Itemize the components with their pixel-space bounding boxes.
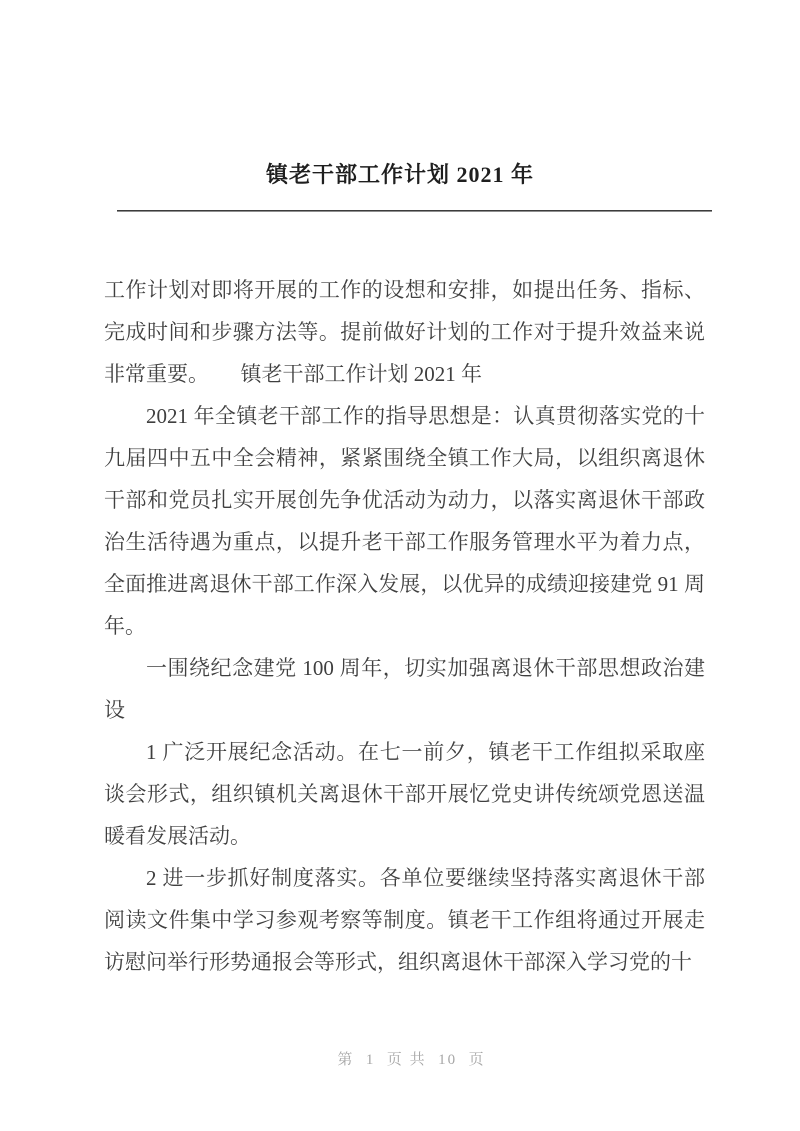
paragraph-section-heading: 一围绕纪念建党 100 周年，切实加强离退休干部思想政治建设 (104, 656, 705, 722)
document-body (104, 269, 705, 983)
paragraph-item-1: 1 广泛开展纪念活动。在七一前夕，镇老干工作组拟采取座谈会形式，组织镇机关离退休干部开展忆党史讲传统颂党恩送温暖看发展活动。 (104, 740, 705, 848)
page-footer (0, 1030, 800, 1090)
paragraph-item-2: 2 进一步抓好制度落实。各单位要继续坚持落实离退休干部阅读文件集中学习参观考察等制度。镇老干工作组将通过开展走访慰问举行形势通报会等形式，组织离退休干部深入学习党的十 (104, 866, 705, 974)
document-title: 镇老干部工作计划 2021 年 (265, 162, 534, 187)
paragraph-intro: 工作计划对即将开展的工作的设想和安排，如提出任务、指标、完成时间和步骤方法等。提前做好计划的工作对于提升效益来说非常重要。 镇老干部工作计划 2021 年 (104, 278, 705, 386)
paragraph-guiding-thought: 2021 年全镇老干部工作的指导思想是：认真贯彻落实党的十九届四中五中全会精神，紧紧围绕全镇工作大局，以组织离退休干部和党员扎实开展创先争优活动为动力，以落实离退休干部政治生活待遇为重点，以提升老干部工作服务管理水平为着力点，全面推进离退休干部工作深入发展，以优异的成绩迎接建党 91 周年。 (104, 404, 705, 638)
page-number-indicator: 第 1 页 共 10 页 (337, 1052, 486, 1068)
title-divider (117, 210, 712, 212)
